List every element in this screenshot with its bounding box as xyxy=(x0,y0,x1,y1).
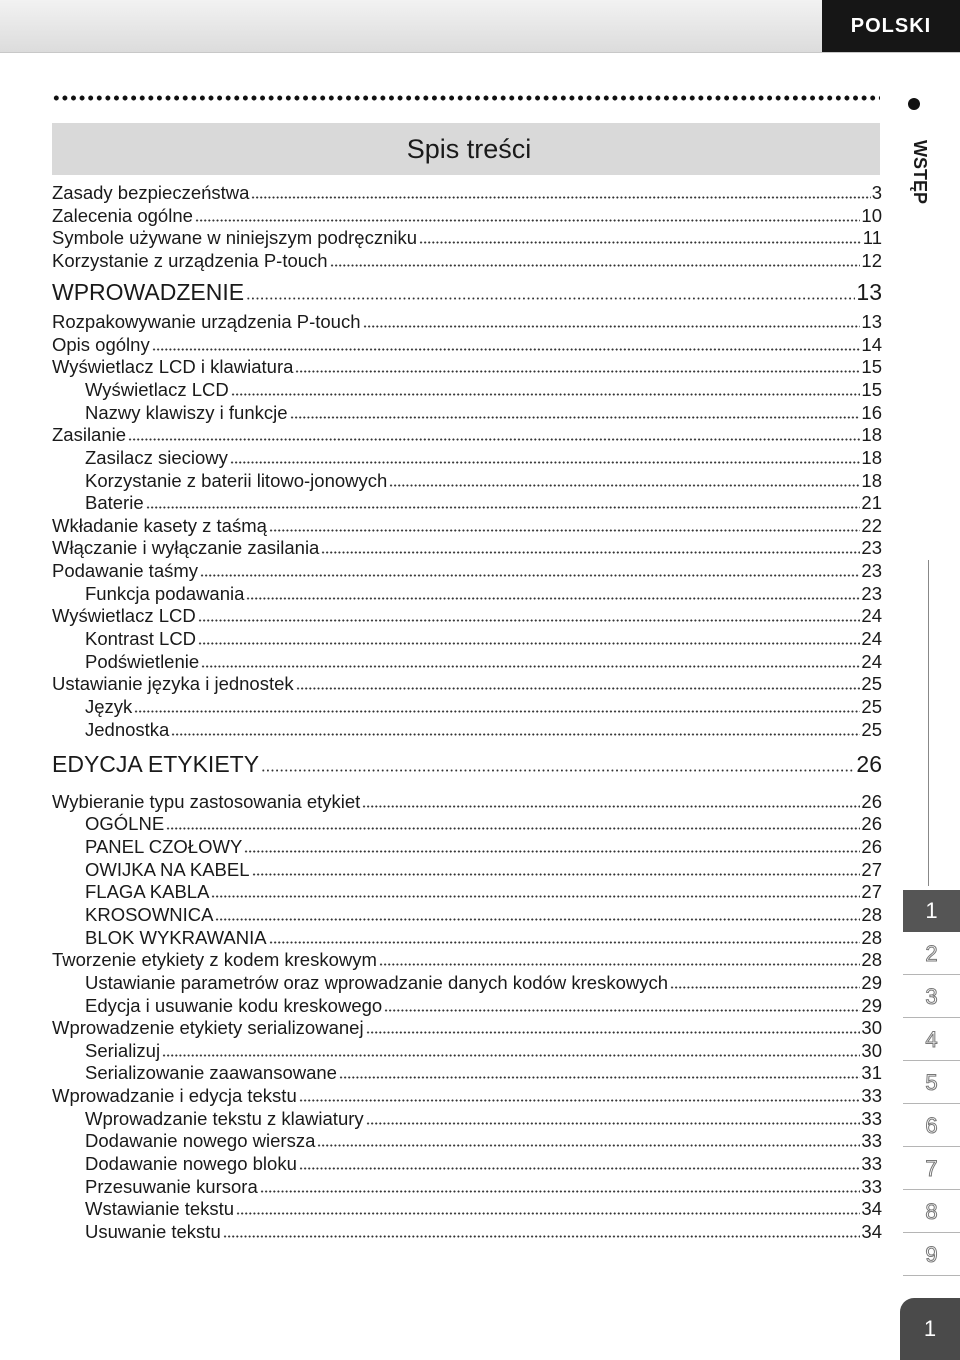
toc-entry[interactable] xyxy=(52,972,882,994)
toc-entry-page: 13 xyxy=(861,310,882,332)
toc-entry[interactable] xyxy=(52,447,882,469)
toc-entry[interactable] xyxy=(52,379,882,401)
toc-entry[interactable] xyxy=(52,470,882,492)
toc-entry-page: 27 xyxy=(861,858,882,880)
toc-entry-page: 3 xyxy=(871,182,882,203)
dot-leader xyxy=(162,1054,860,1057)
toc-entry-page: 18 xyxy=(861,469,882,491)
toc-entry-title: Przesuwanie kursora xyxy=(85,1175,258,1197)
bullet-icon xyxy=(908,98,920,110)
toc-entry[interactable] xyxy=(52,311,882,333)
toc-entry[interactable] xyxy=(52,537,882,559)
toc-entry-page: 25 xyxy=(861,696,882,717)
chapter-tab-6[interactable]: 6 xyxy=(903,1105,960,1147)
toc-entry-page: 33 xyxy=(861,1130,882,1152)
title-box xyxy=(52,123,880,175)
toc-entry-page: 25 xyxy=(861,673,882,695)
chapter-tab-3[interactable]: 3 xyxy=(903,976,960,1018)
section-label: WSTĘP xyxy=(910,140,930,205)
toc-entry[interactable] xyxy=(52,1085,882,1107)
dot-leader xyxy=(146,506,861,509)
toc-entry[interactable] xyxy=(52,1040,882,1062)
dot-leader xyxy=(670,986,860,989)
chapter-tab-2[interactable]: 2 xyxy=(903,933,960,975)
toc-entry-title: Funkcja podawania xyxy=(85,582,245,604)
dot-leader xyxy=(198,619,861,622)
dot-leader xyxy=(195,219,861,222)
language-tab: POLSKI xyxy=(822,0,960,52)
toc-entry-page: 24 xyxy=(861,628,882,650)
toc-entry-page: 15 xyxy=(861,378,882,400)
dot-leader xyxy=(317,1144,860,1147)
toc-entry-title: Zasilacz sieciowy xyxy=(85,446,228,468)
dot-leader xyxy=(269,941,861,944)
toc-entry-page: 33 xyxy=(861,1175,882,1197)
dot-leader xyxy=(223,1235,861,1238)
toc-entry-page: 34 xyxy=(861,1221,882,1242)
dot-leader xyxy=(236,1212,860,1215)
dot-leader xyxy=(171,733,860,736)
toc-entry[interactable] xyxy=(52,791,882,813)
toc-entry-title: Baterie xyxy=(85,492,144,514)
toc-entry-page: 21 xyxy=(861,492,882,514)
toc-entry-page: 30 xyxy=(861,1039,882,1061)
toc-entry[interactable] xyxy=(52,719,882,741)
dot-leader xyxy=(211,895,860,898)
toc-entry[interactable] xyxy=(52,881,882,903)
toc-entry-page: 26 xyxy=(861,835,882,857)
toc-entry-page: 28 xyxy=(861,949,882,971)
dot-leader xyxy=(246,297,855,300)
toc-entry-page: 26 xyxy=(856,750,882,777)
toc-entry[interactable] xyxy=(52,628,882,650)
toc-entry[interactable] xyxy=(52,402,882,424)
toc-entry[interactable] xyxy=(52,949,882,971)
toc-entry-title: OGÓLNE xyxy=(85,813,165,835)
dot-leader xyxy=(128,438,860,441)
toc-entry-page: 29 xyxy=(861,994,882,1016)
toc-entry-title: Zalecenia ogólne xyxy=(52,204,193,226)
toc-entry[interactable] xyxy=(52,1017,882,1039)
toc-entry[interactable] xyxy=(52,1176,882,1198)
toc-entry-title: Podświetlenie xyxy=(85,650,200,672)
dot-leader xyxy=(366,1031,861,1034)
toc-entry-page: 23 xyxy=(861,537,882,559)
top-bar xyxy=(0,0,960,53)
toc-entry[interactable] xyxy=(52,560,882,582)
toc-entry-page: 29 xyxy=(861,971,882,993)
toc-entry[interactable] xyxy=(52,696,882,718)
dot-leader xyxy=(339,1076,860,1079)
chapter-tab-5[interactable]: 5 xyxy=(903,1062,960,1104)
toc-entry[interactable] xyxy=(52,995,882,1017)
toc-entry-title: Jednostka xyxy=(85,718,170,740)
toc-entry[interactable] xyxy=(52,1221,882,1243)
toc-entry[interactable] xyxy=(52,1062,882,1084)
toc-entry-page: 24 xyxy=(861,605,882,627)
toc-entry-page: 33 xyxy=(861,1107,882,1129)
toc-entry-page: 16 xyxy=(861,401,882,423)
toc-entry-title: Wkładanie kasety z taśmą xyxy=(52,514,267,536)
dot-leader xyxy=(269,529,861,532)
toc-entry-title: BLOK WYKRAWANIA xyxy=(85,926,267,948)
dot-leader xyxy=(299,1167,861,1170)
toc-entry-page: 10 xyxy=(861,204,882,226)
toc-entry-page: 34 xyxy=(861,1198,882,1220)
dot-leader xyxy=(330,264,861,267)
toc-entry-page: 26 xyxy=(861,813,882,835)
dot-leader xyxy=(231,393,861,396)
toc-entry-page: 31 xyxy=(861,1062,882,1084)
toc-entry[interactable] xyxy=(52,227,882,249)
toc-entry-title: Kontrast LCD xyxy=(85,628,197,650)
dot-leader xyxy=(198,642,860,645)
toc-entry-page: 11 xyxy=(862,227,882,249)
toc-entry-title: Język xyxy=(85,696,133,717)
toc-entry[interactable] xyxy=(52,651,882,673)
toc-entry-title: WPROWADZENIE xyxy=(52,278,245,305)
toc-entry-title: Serializowanie zaawansowane xyxy=(85,1062,337,1084)
toc-entry-title: Symbole używane w niniejszym podręczniku xyxy=(52,227,418,249)
toc-entry[interactable] xyxy=(52,424,882,446)
toc-entry-title: Korzystanie z baterii litowo-jonowych xyxy=(85,469,388,491)
toc-entry-title: Ustawianie parametrów oraz wprowadzanie danych kodów kreskowych xyxy=(85,971,669,993)
toc-entry-title: Włączanie i wyłączanie zasilania xyxy=(52,537,320,559)
toc-entry-page: 33 xyxy=(861,1085,882,1107)
dot-leader xyxy=(215,918,860,921)
toc-entry-page: 25 xyxy=(861,718,882,740)
dot-leader xyxy=(299,1099,861,1102)
toc-entry-title: Wyświetlacz LCD xyxy=(52,605,196,627)
toc-entry-title: Dodawanie nowego bloku xyxy=(85,1153,297,1175)
toc-entry[interactable] xyxy=(52,813,882,835)
toc-entry-page: 23 xyxy=(861,582,882,604)
toc-entry-title: Podawanie taśmy xyxy=(52,560,199,582)
toc-entry-title: Wstawianie tekstu xyxy=(85,1198,235,1220)
dot-leader xyxy=(152,348,861,351)
toc-entry-page: 13 xyxy=(856,278,882,305)
toc-entry[interactable] xyxy=(52,750,882,778)
toc-entry[interactable] xyxy=(52,182,882,204)
toc-entry-title: Wprowadzanie tekstu z klawiatury xyxy=(85,1107,364,1129)
toc-entry-title: Ustawianie języka i jednostek xyxy=(52,673,294,695)
dot-leader xyxy=(321,551,860,554)
toc-entry[interactable] xyxy=(52,836,882,858)
chapter-tab-9[interactable]: 9 xyxy=(903,1234,960,1276)
toc-entry-title: Edycja i usuwanie kodu kreskowego xyxy=(85,994,383,1016)
toc-entry-title: Opis ogólny xyxy=(52,333,150,355)
toc-entry-title: Serializuj xyxy=(85,1039,161,1061)
toc-entry-title: Nazwy klawiszy i funkcje xyxy=(85,401,288,423)
toc-entry[interactable] xyxy=(52,605,882,627)
toc-entry-title: Zasilanie xyxy=(52,424,127,446)
toc-entry-title: Wprowadzenie etykiety serializowanej xyxy=(52,1017,364,1039)
toc-entry-title: KROSOWNICA xyxy=(85,903,214,925)
toc-entry[interactable] xyxy=(52,1198,882,1220)
toc-entry-title: Tworzenie etykiety z kodem kreskowym xyxy=(52,949,377,971)
dot-leader xyxy=(244,850,860,853)
toc-entry[interactable] xyxy=(52,356,882,378)
toc-entry-page: 18 xyxy=(861,424,882,446)
toc-entry[interactable] xyxy=(52,1130,882,1152)
toc-entry[interactable] xyxy=(52,859,882,881)
dot-leader xyxy=(419,241,862,244)
page-number: 1 xyxy=(900,1298,960,1360)
dot-leader xyxy=(134,710,860,713)
toc-entry[interactable] xyxy=(52,1108,882,1130)
toc-entry[interactable] xyxy=(52,927,882,949)
toc-entry-page: 22 xyxy=(861,514,882,536)
dot-leader xyxy=(389,484,860,487)
toc-entry-title: Korzystanie z urządzenia P-touch xyxy=(52,249,328,271)
side-divider xyxy=(928,560,929,886)
toc-entry-title: OWIJKA NA KABEL xyxy=(85,858,250,880)
toc-entry-page: 24 xyxy=(861,650,882,672)
dot-leader xyxy=(362,805,860,808)
toc-entry-title: Wprowadzanie i edycja tekstu xyxy=(52,1085,297,1107)
dot-leader xyxy=(252,873,861,876)
chapter-tab-1[interactable]: 1 xyxy=(903,890,960,932)
toc-entry-title: Wyświetlacz LCD xyxy=(85,378,229,400)
toc-entry-title: Wybieranie typu zastosowania etykiet xyxy=(52,790,361,812)
toc-entry-title: Dodawanie nowego wiersza xyxy=(85,1130,316,1152)
chapter-tab-4[interactable]: 4 xyxy=(903,1019,960,1061)
toc-entry-page: 26 xyxy=(861,790,882,812)
dot-leader xyxy=(246,597,860,600)
dot-leader xyxy=(251,196,870,199)
toc-entry-page: 15 xyxy=(861,356,882,378)
toc-entry[interactable] xyxy=(52,673,882,695)
toc-entry[interactable] xyxy=(52,205,882,227)
toc-entry-title: PANEL CZOŁOWY xyxy=(85,835,243,857)
chapter-tab-7[interactable]: 7 xyxy=(903,1148,960,1190)
dotted-divider xyxy=(52,94,880,102)
toc-entry[interactable] xyxy=(52,515,882,537)
toc-entry-title: Rozpakowywanie urządzenia P-touch xyxy=(52,310,361,332)
dot-leader xyxy=(295,370,860,373)
toc-entry[interactable] xyxy=(52,250,882,272)
toc-entry[interactable] xyxy=(52,278,882,306)
toc-entry-page: 33 xyxy=(861,1153,882,1175)
toc-entry-page: 30 xyxy=(861,1017,882,1039)
dot-leader xyxy=(363,325,861,328)
toc-entry-title: EDYCJA ETYKIETY xyxy=(52,750,260,777)
toc-entry[interactable] xyxy=(52,334,882,356)
page-title: Spis treści xyxy=(406,133,532,164)
dot-leader xyxy=(290,416,861,419)
toc-entry-page: 18 xyxy=(861,446,882,468)
toc-entry-title: FLAGA KABLA xyxy=(85,881,210,903)
toc-entry-title: Usuwanie tekstu xyxy=(85,1221,221,1242)
dot-leader xyxy=(379,963,861,966)
toc-entry-page: 28 xyxy=(861,926,882,948)
toc-entry[interactable] xyxy=(52,583,882,605)
toc-entry[interactable] xyxy=(52,904,882,926)
dot-leader xyxy=(230,461,861,464)
dot-leader xyxy=(261,769,855,772)
chapter-tab-8[interactable]: 8 xyxy=(903,1191,960,1233)
dot-leader xyxy=(366,1122,861,1125)
toc-entry[interactable] xyxy=(52,492,882,514)
toc-entry-page: 27 xyxy=(861,881,882,903)
dot-leader xyxy=(384,1009,860,1012)
dot-leader xyxy=(201,665,860,668)
dot-leader xyxy=(166,827,860,830)
dot-leader xyxy=(260,1190,861,1193)
toc-entry-title: Wyświetlacz LCD i klawiatura xyxy=(52,356,294,378)
toc-entry-page: 12 xyxy=(861,249,882,271)
toc-entry-page: 28 xyxy=(861,903,882,925)
dot-leader xyxy=(296,687,861,690)
toc-entry-page: 23 xyxy=(861,560,882,582)
toc-entry[interactable] xyxy=(52,1153,882,1175)
dot-leader xyxy=(200,574,860,577)
toc-entry-page: 14 xyxy=(861,333,882,355)
toc-entry-title: Zasady bezpieczeństwa xyxy=(52,182,250,203)
